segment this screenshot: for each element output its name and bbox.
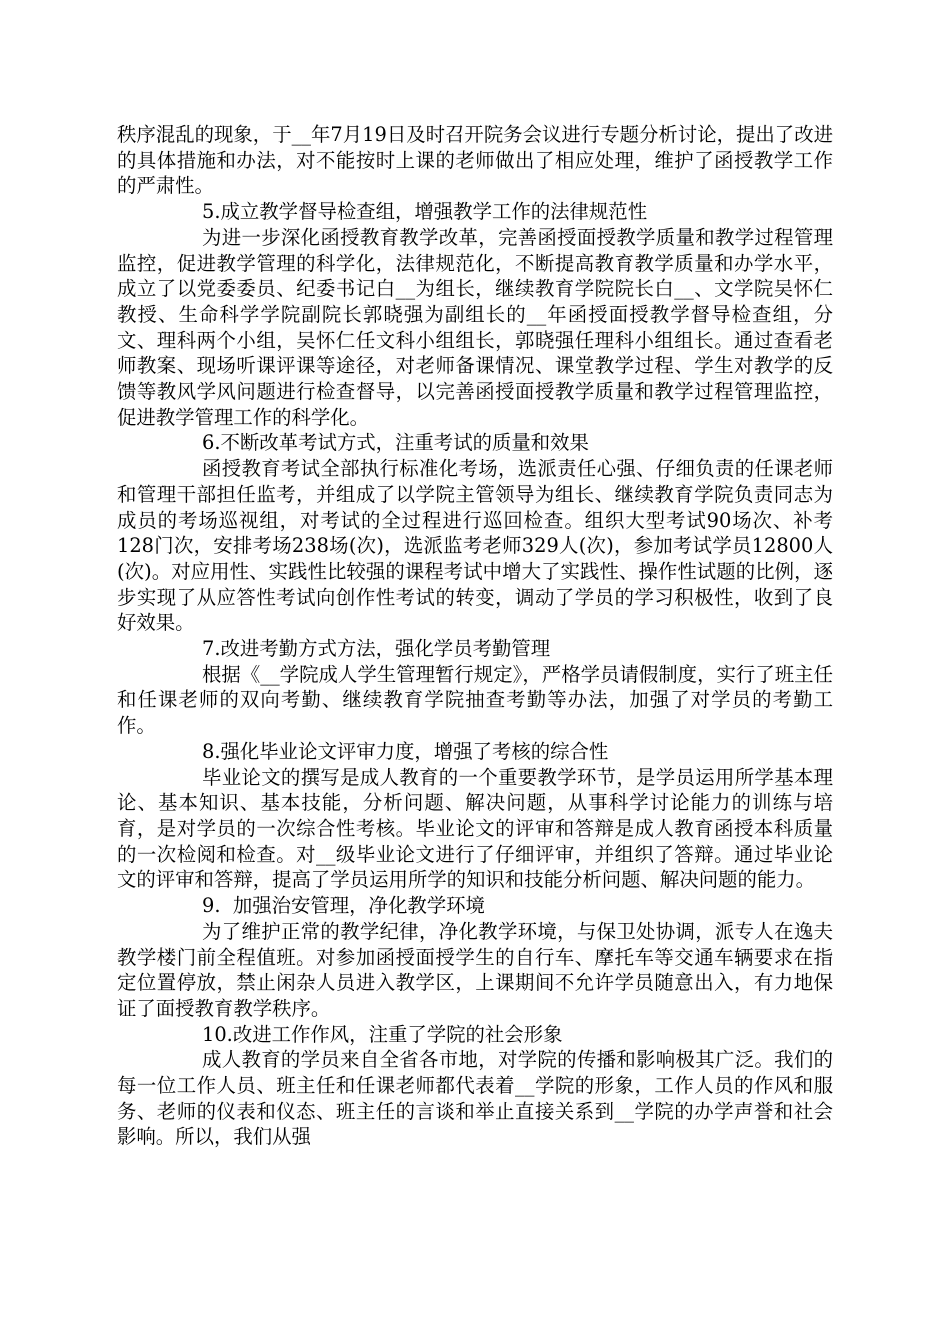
- paragraph-section-9: 为了维护正常的教学纪律，净化教学环境，与保卫处协调，派专人在逸夫教学楼门前全程值班。对参加函授面授学生的自行车、摩托车等交通车辆要求在指定位置停放，禁止闲杂人员进入教学区，上课期间不允许学员随意出入，有力地保证了面授教育教学秩序。: [117, 919, 833, 1020]
- paragraph-section-10: 成人教育的学员来自全省各市地，对学院的传播和影响极其广泛。我们的每一位工作人员、班主任和任课老师都代表着__学院的形象，工作人员的作风和服务、老师的仪表和仪态、班主任的言谈和举止直接关系到__学院的办学声誉和社会影响。所以，我们从强: [117, 1048, 833, 1149]
- section-heading-6: 6.不断改革考试方式，注重考试的质量和效果: [202, 431, 589, 455]
- section-heading-5: 5.成立教学督导检查组，增强教学工作的法律规范性: [202, 200, 648, 224]
- paragraph-section-5: 为进一步深化函授教育教学改革，完善函授面授教学质量和教学过程管理监控，促进教学管理的科学化，法律规范化，不断提高教育教学质量和办学水平，成立了以党委委员、纪委书记白__为组长，继续教育学院院长白__、文学院吴怀仁教授、生命科学学院副院长郭晓强为副组长的__年函授面授教学督导检查组，分文、理科两个小组，吴怀仁任文科小组组长，郭晓强任理科小组组长。通过查看老师教案、现场听课评课等途径，对老师备课情况、课堂教学过程、学生对教学的反馈等教风学风问题进行检查督导，以完善函授面授教学质量和教学过程管理监控，促进教学管理工作的科学化。: [117, 225, 833, 429]
- section-heading-8: 8.强化毕业论文评审力度，增强了考核的综合性: [202, 739, 609, 763]
- section-heading-10: 10.改进工作作风，注重了学院的社会形象: [202, 1022, 563, 1046]
- section-heading-7: 7.改进考勤方式方法，强化学员考勤管理: [202, 637, 551, 661]
- paragraph-section-6: 函授教育考试全部执行标准化考场，选派责任心强、仔细负责的任课老师和管理干部担任监考，并组成了以学院主管领导为组长、继续教育学院负责同志为成员的考场巡视组，对考试的全过程进行巡回检查。组织大型考试90场次、补考128门次，安排考场238场(次)，选派监考老师329人(次)，参加考试学员12800人(次)。对应用性、实践性比较强的课程考试中增大了实践性、操作性试题的比例，逐步实现了从应答性考试向创作性考试的转变，调动了学员的学习积极性，收到了良好效果。: [117, 457, 833, 635]
- document-page: [117, 122, 833, 1150]
- paragraph-section-8: 毕业论文的撰写是成人教育的一个重要教学环节，是学员运用所学基本理论、基本知识、基本技能，分析问题、解决问题，从事科学讨论能力的训练与培育，是对学员的一次综合性考核。毕业论文的评审和答辩是成人教育函授本科质量的一次检阅和检查。对__级毕业论文进行了仔细评审，并组织了答辩。通过毕业论文的评审和答辩，提高了学员运用所学的知识和技能分析问题、解决问题的能力。: [117, 765, 833, 892]
- paragraph-continuation: 秩序混乱的现象，于__年7月19日及时召开院务会议进行专题分析讨论，提出了改进的具体措施和办法，对不能按时上课的老师做出了相应处理，维护了函授教学工作的严肃性。: [117, 123, 833, 198]
- paragraph-section-7: 根据《__学院成人学生管理暂行规定》，严格学员请假制度，实行了班主任和任课老师的双向考勤、继续教育学院抽查考勤等办法，加强了对学员的考勤工作。: [117, 662, 833, 738]
- section-heading-9: 9. 加强治安管理，净化教学环境: [202, 894, 485, 918]
